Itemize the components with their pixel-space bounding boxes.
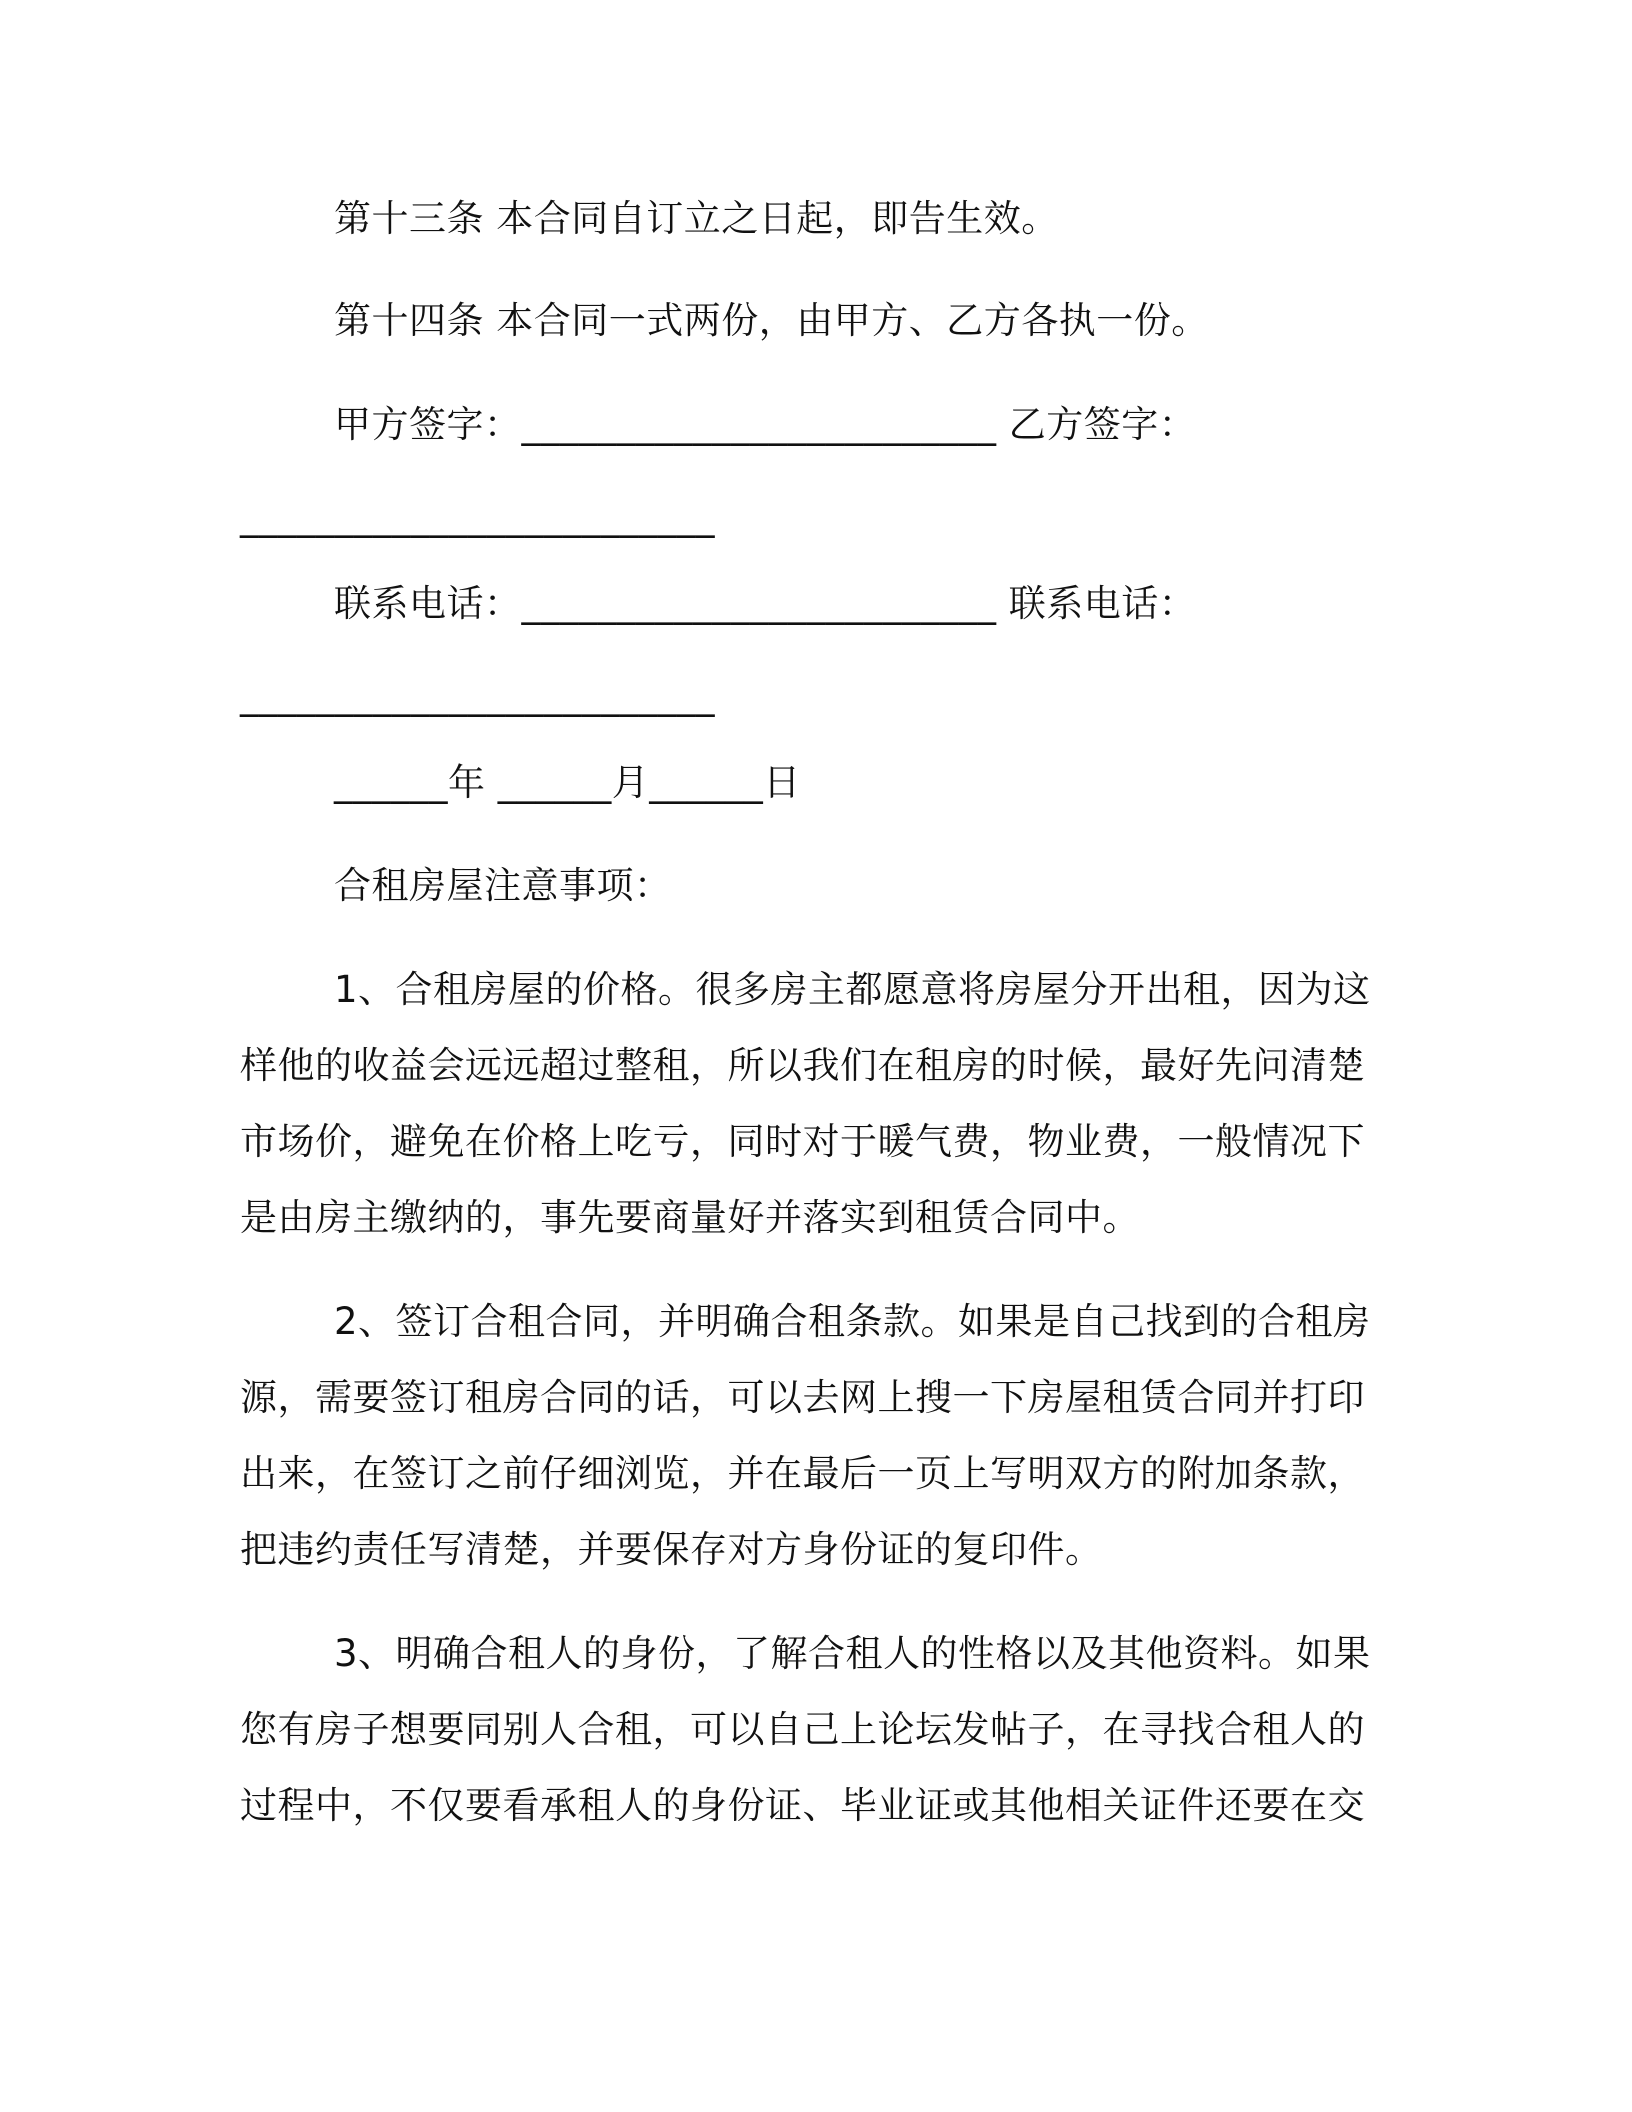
note-3-line-3: 过程中，不仅要看承租人的身份证、毕业证或其他相关证件还要在交: [240, 1784, 1365, 1827]
date-line: ______年 ______月______日: [334, 761, 801, 804]
phone-line: 联系电话：_________________________ 联系电话：: [334, 582, 1197, 625]
note-1-line-2: 样他的收益会远远超过整租，所以我们在租房的时候，最好先问清楚: [240, 1044, 1365, 1087]
article-14: 第十四条 本合同一式两份，由甲方、乙方各执一份。: [334, 299, 1209, 342]
note-2-line-3: 出来，在签订之前仔细浏览，并在最后一页上写明双方的附加条款，: [240, 1452, 1365, 1495]
signature-line-continued: _________________________: [240, 495, 715, 538]
article-13: 第十三条 本合同自订立之日起，即告生效。: [334, 197, 1059, 240]
note-1-line-3: 市场价，避免在价格上吃亏，同时对于暖气费，物业费，一般情况下: [240, 1120, 1365, 1163]
notes-heading: 合租房屋注意事项：: [334, 864, 672, 907]
note-1-line-4: 是由房主缴纳的，事先要商量好并落实到租赁合同中。: [240, 1196, 1140, 1239]
note-2-line-2: 源，需要签订租房合同的话，可以去网上搜一下房屋租赁合同并打印: [240, 1376, 1365, 1419]
note-2-line-1: 2、签订合租合同，并明确合租条款。如果是自己找到的合租房: [334, 1300, 1371, 1343]
note-1-line-1: 1、合租房屋的价格。很多房主都愿意将房屋分开出租，因为这: [334, 968, 1371, 1011]
signature-line: 甲方签字：_________________________ 乙方签字：: [334, 403, 1197, 446]
note-2-line-4: 把违约责任写清楚，并要保存对方身份证的复印件。: [240, 1528, 1103, 1571]
note-3-line-1: 3、明确合租人的身份，了解合租人的性格以及其他资料。如果: [334, 1632, 1371, 1675]
note-3-line-2: 您有房子想要同别人合租，可以自己上论坛发帖子，在寻找合租人的: [240, 1708, 1365, 1751]
phone-line-continued: _________________________: [240, 674, 715, 717]
